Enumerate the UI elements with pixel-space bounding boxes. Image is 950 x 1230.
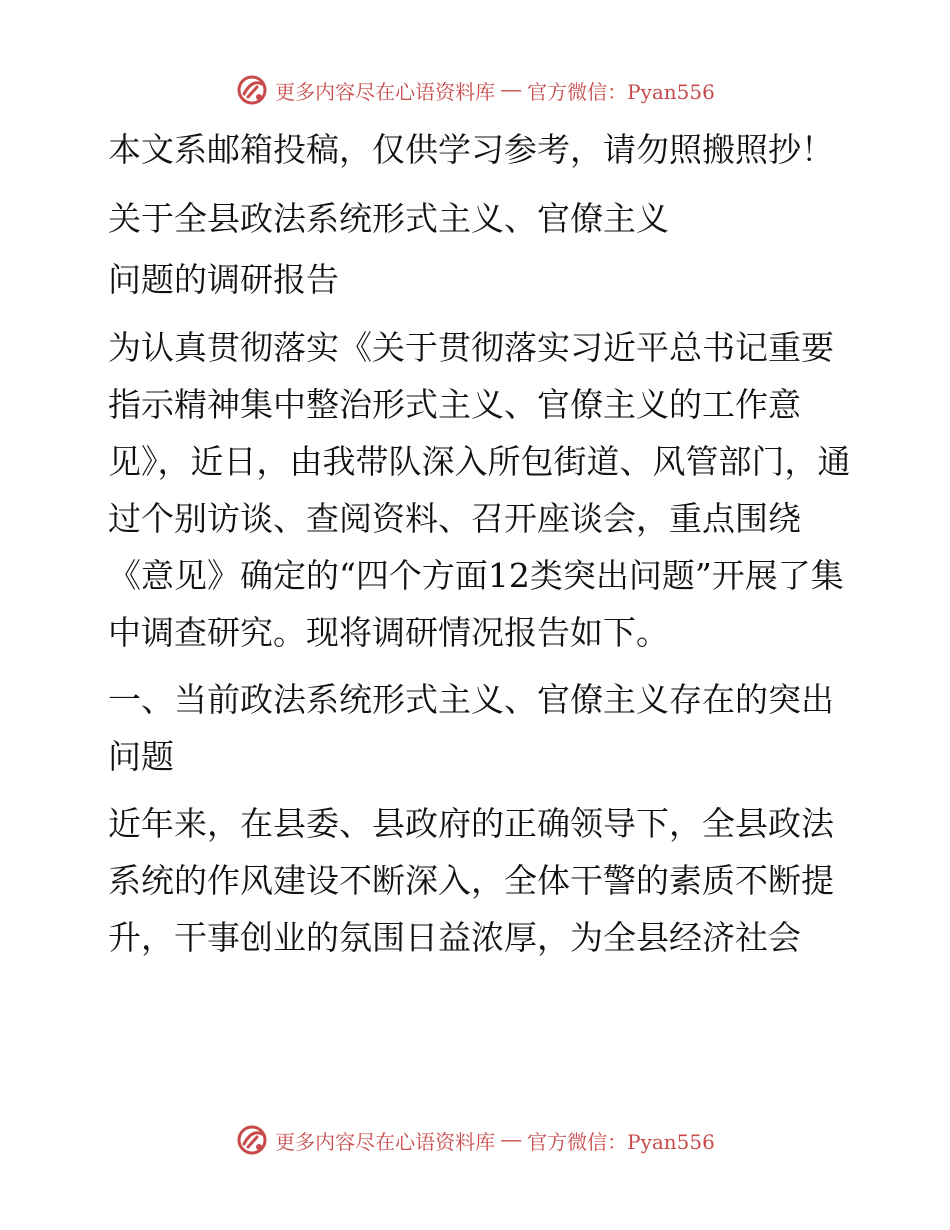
watermark-dash: — bbox=[501, 78, 522, 101]
submission-notice: 本文系邮箱投稿，仅供学习参考，请勿照搬照抄！ bbox=[108, 130, 834, 169]
watermark-site-name: 更多内容尽在心语资料库 bbox=[275, 1129, 496, 1154]
document-body bbox=[98, 120, 858, 966]
page-footer-watermark bbox=[0, 1120, 950, 1160]
report-title-line-2: 问题的调研报告 bbox=[108, 260, 339, 299]
section-heading-1: 一、当前政法系统形式主义、官僚主义存在的突出问题 bbox=[108, 680, 834, 776]
watermark-dash: — bbox=[501, 1128, 522, 1151]
brand-logo-icon bbox=[235, 1123, 269, 1157]
page-header-watermark bbox=[0, 70, 950, 110]
brand-logo-icon bbox=[235, 73, 269, 107]
intro-paragraph: 为认真贯彻落实《关于贯彻落实习近平总书记重要指示精神集中整治形式主义、官僚主义的工作意见》，近日，由我带队深入所包街道、风管部门，通过个别访谈、查阅资料、召开座谈会，重点围绕《意见》确定的“四个方面12类突出问题”开展了集中调查研究。现将调研情况报告如下。 bbox=[108, 328, 851, 652]
watermark-wechat: 官方微信：Pyan556 bbox=[527, 79, 715, 104]
watermark-banner bbox=[235, 73, 715, 107]
watermark-banner-footer bbox=[235, 1123, 715, 1157]
section-1-paragraph: 近年来，在县委、县政府的正确领导下，全县政法系统的作风建设不断深入，全体干警的素质不断提升，干事创业的氛围日益浓厚，为全县经济社会 bbox=[108, 804, 834, 957]
report-title-line-1: 关于全县政法系统形式主义、官僚主义 bbox=[108, 199, 669, 238]
watermark-wechat: 官方微信：Pyan556 bbox=[527, 1129, 715, 1154]
watermark-site-name: 更多内容尽在心语资料库 bbox=[275, 79, 496, 104]
